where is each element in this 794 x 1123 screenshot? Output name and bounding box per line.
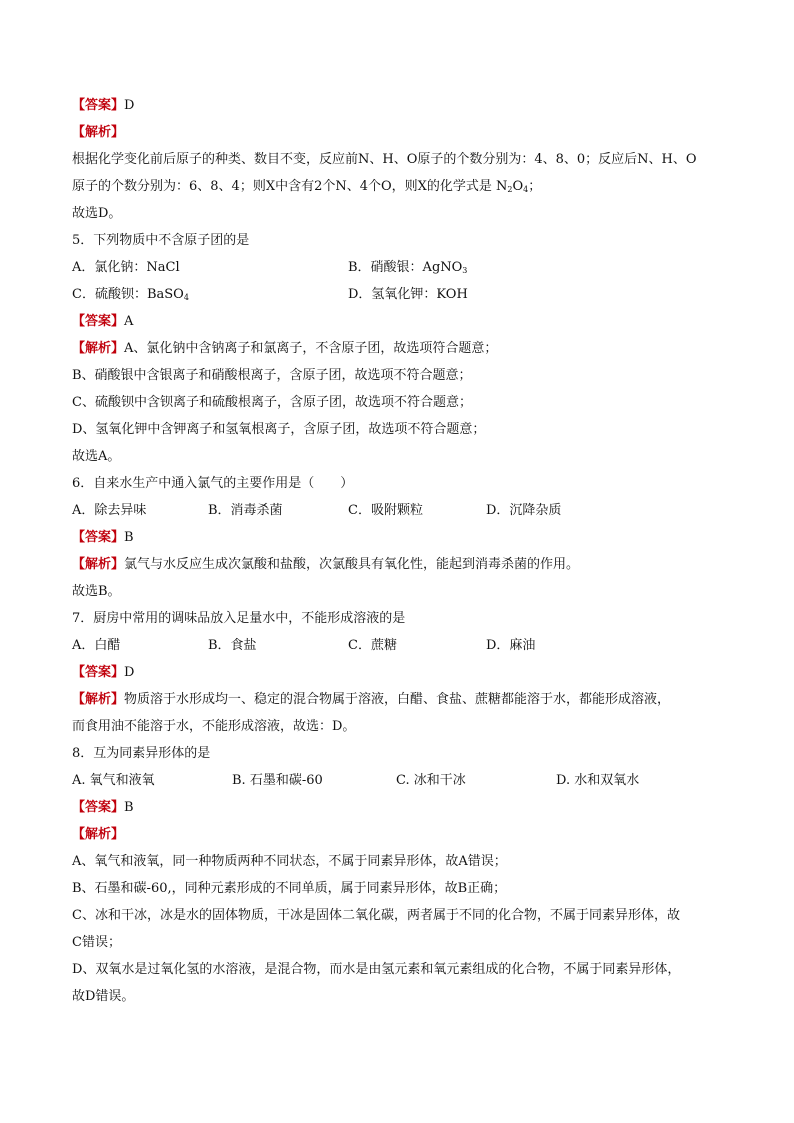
options-row xyxy=(72,281,724,308)
explanation-tag: 【解析】 xyxy=(72,557,125,572)
explanation-tag-line-q4 xyxy=(72,119,724,146)
answer-line-q7 xyxy=(72,659,724,686)
explanation-text: 而食用油不能溶于水，不能形成溶液，故选：D。 xyxy=(72,719,356,734)
option-a: A．除去异味 xyxy=(72,503,147,518)
answer-line-q6 xyxy=(72,524,724,551)
explanation-text: B、石墨和碳-60,，同种元素形成的不同单质，属于同素异形体，故B正确； xyxy=(72,881,507,896)
answer-line-q4 xyxy=(72,92,724,119)
answer-tag: 【答案】 xyxy=(72,800,125,815)
option-c: C. 冰和干冰 xyxy=(396,773,466,788)
option-a: A. 氧气和液氧 xyxy=(72,773,155,788)
options-row xyxy=(72,497,724,524)
answer-value: B xyxy=(124,530,134,545)
explanation-text: C错误； xyxy=(72,935,121,950)
explanation-text: C、冰和干冰，冰是水的固体物质，干冰是固体二氧化碳，两者属于不同的化合物，不属于同素异形体，故 xyxy=(72,908,680,923)
option-c: C．吸附颗粒 xyxy=(348,503,423,518)
option-b: B．硝酸银：AgNO$_3$ xyxy=(348,260,468,275)
answer-tag: 【答案】 xyxy=(72,98,125,113)
explanation-tag-line-q8 xyxy=(72,821,724,848)
explanation-line-q6 xyxy=(72,551,724,578)
option-d: D．沉降杂质 xyxy=(486,503,562,518)
answer-value: D xyxy=(124,98,135,113)
answer-tag: 【答案】 xyxy=(72,314,125,329)
answer-value: D xyxy=(124,665,135,680)
question-stem-q7: 7．厨房中常用的调味品放入足量水中，不能形成溶液的是 xyxy=(72,611,406,626)
document-page xyxy=(72,92,724,1010)
option-d: D. 水和双氧水 xyxy=(556,773,640,788)
option-b: B．消毒杀菌 xyxy=(208,503,283,518)
option-b: B. 石墨和碳-60 xyxy=(232,773,323,788)
option-c: C．硫酸钡：BaSO$_4$ xyxy=(72,287,189,302)
explanation-text: 物质溶于水形成均一、稳定的混合物属于溶液，白醋、食盐、蔗糖都能溶于水，都能形成溶液， xyxy=(124,692,671,707)
option-d: D．氢氧化钾：KOH xyxy=(348,287,468,302)
explanation-text: A、氧气和液氧，同一种物质两种不同状态，不属于同素异形体，故A错误； xyxy=(72,854,507,869)
explanation-text: 根据化学变化前后原子的种类、数目不变，反应前N、H、O原子的个数分别为：4、8、0；反应后N、H、O xyxy=(72,152,697,167)
answer-line-q5 xyxy=(72,308,724,335)
explanation-text: D、双氧水是过氧化氢的水溶液，是混合物，而水是由氢元素和氧元素组成的化合物，不属于同素异形体， xyxy=(72,962,681,977)
options-row xyxy=(72,767,724,794)
explanation-text: 氯气与水反应生成次氯酸和盐酸，次氯酸具有氧化性，能起到消毒杀菌的作用。 xyxy=(124,557,580,572)
explanation-text: B、硝酸银中含银离子和硝酸根离子，含原子团，故选项不符合题意； xyxy=(72,368,472,383)
explanation-text: D、氢氧化钾中含钾离子和氢氧根离子，含原子团，故选项不符合题意； xyxy=(72,422,486,437)
conclusion-text: 故选B。 xyxy=(72,584,121,599)
options-row xyxy=(72,632,724,659)
explanation-tag: 【解析】 xyxy=(72,341,125,356)
answer-line-q8 xyxy=(72,794,724,821)
answer-value: A xyxy=(124,314,134,329)
option-a: A．白醋 xyxy=(72,638,121,653)
question-stem-q6: 6．自来水生产中通入氯气的主要作用是（ ） xyxy=(72,476,354,491)
explanation-line-q5 xyxy=(72,335,724,362)
explanation-tag: 【解析】 xyxy=(72,692,125,707)
explanation-line-q7 xyxy=(72,686,724,713)
question-stem-q5: 5．下列物质中不含原子团的是 xyxy=(72,233,250,248)
conclusion-text: 故选A。 xyxy=(72,449,121,464)
option-d: D．麻油 xyxy=(486,638,536,653)
conclusion-text: 故选D。 xyxy=(72,206,122,221)
explanation-text: A、氯化钠中含钠离子和氯离子，不含原子团，故选项符合题意； xyxy=(124,341,498,356)
option-b: B．食盐 xyxy=(208,638,257,653)
answer-tag: 【答案】 xyxy=(72,530,125,545)
explanation-text: 原子的个数分别为：6、8、4；则X中含有2个N、4个O，则X的化学式是 $N_2O_4$； xyxy=(72,179,542,194)
options-row xyxy=(72,254,724,281)
explanation-text: 故D错误。 xyxy=(72,989,135,1004)
answer-tag: 【答案】 xyxy=(72,665,125,680)
explanation-text: C、硫酸钡中含钡离子和硫酸根离子，含原子团，故选项不符合题意； xyxy=(72,395,472,410)
option-c: C．蔗糖 xyxy=(348,638,397,653)
question-stem-q8: 8．互为同素异形体的是 xyxy=(72,746,211,761)
explanation-tag: 【解析】 xyxy=(72,125,125,140)
option-a: A．氯化钠：NaCl xyxy=(72,260,180,275)
explanation-tag: 【解析】 xyxy=(72,827,125,842)
answer-value: B xyxy=(124,800,134,815)
